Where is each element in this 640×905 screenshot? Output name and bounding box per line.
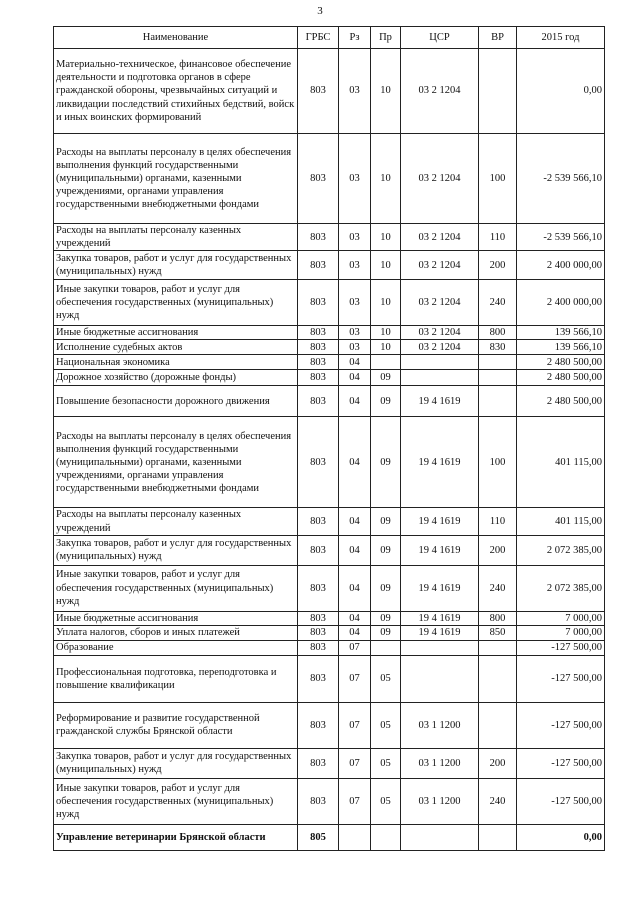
table-row xyxy=(54,508,605,535)
cell-rz: 03 xyxy=(339,280,371,326)
table-row xyxy=(54,340,605,355)
cell-rz xyxy=(339,824,371,850)
header-amount: 2015 год xyxy=(517,27,605,49)
table-row xyxy=(54,625,605,640)
cell-name: Расходы на выплаты персоналу в целях обеспечения выполнения функций государственными (муниципальными) органами, казенными учреждениями, органами управления государственными внебюджетными фондами xyxy=(54,417,298,508)
cell-grbs: 805 xyxy=(298,824,339,850)
cell-name: Дорожное хозяйство (дорожные фонды) xyxy=(54,370,298,386)
header-grbs: ГРБС xyxy=(298,27,339,49)
table-row xyxy=(54,748,605,778)
cell-vr xyxy=(479,824,517,850)
table-row xyxy=(54,611,605,625)
cell-csr: 19 4 1619 xyxy=(401,417,479,508)
table-row xyxy=(54,134,605,224)
cell-pr: 09 xyxy=(371,565,401,611)
cell-grbs: 803 xyxy=(298,778,339,824)
cell-grbs: 803 xyxy=(298,655,339,702)
cell-rz: 03 xyxy=(339,251,371,280)
header-csr: ЦСР xyxy=(401,27,479,49)
cell-pr: 10 xyxy=(371,326,401,340)
table-row xyxy=(54,702,605,748)
cell-csr: 19 4 1619 xyxy=(401,508,479,535)
cell-pr: 10 xyxy=(371,49,401,134)
cell-name: Управление ветеринарии Брянской области xyxy=(54,824,298,850)
cell-vr: 800 xyxy=(479,326,517,340)
cell-csr xyxy=(401,640,479,655)
cell-amount: -2 539 566,10 xyxy=(517,224,605,251)
cell-rz: 04 xyxy=(339,355,371,370)
cell-vr: 110 xyxy=(479,508,517,535)
cell-name: Закупка товаров, работ и услуг для государственных (муниципальных) нужд xyxy=(54,748,298,778)
cell-amount: -127 500,00 xyxy=(517,640,605,655)
cell-pr: 05 xyxy=(371,748,401,778)
cell-grbs: 803 xyxy=(298,417,339,508)
cell-vr: 850 xyxy=(479,625,517,640)
cell-pr: 10 xyxy=(371,134,401,224)
cell-name: Иные бюджетные ассигнования xyxy=(54,326,298,340)
cell-grbs: 803 xyxy=(298,134,339,224)
cell-pr: 10 xyxy=(371,340,401,355)
cell-rz: 04 xyxy=(339,565,371,611)
cell-vr: 830 xyxy=(479,340,517,355)
cell-rz: 07 xyxy=(339,655,371,702)
cell-grbs: 803 xyxy=(298,370,339,386)
cell-csr xyxy=(401,824,479,850)
cell-amount: 2 072 385,00 xyxy=(517,535,605,565)
cell-vr: 200 xyxy=(479,251,517,280)
cell-csr: 03 1 1200 xyxy=(401,748,479,778)
cell-vr: 240 xyxy=(479,565,517,611)
table-row xyxy=(54,280,605,326)
cell-pr: 09 xyxy=(371,417,401,508)
budget-table xyxy=(53,26,605,851)
table-row xyxy=(54,778,605,824)
cell-csr: 03 2 1204 xyxy=(401,280,479,326)
cell-pr: 09 xyxy=(371,386,401,417)
table-header-row xyxy=(54,27,605,49)
cell-name: Закупка товаров, работ и услуг для государственных (муниципальных) нужд xyxy=(54,535,298,565)
cell-pr: 09 xyxy=(371,370,401,386)
cell-rz: 04 xyxy=(339,417,371,508)
cell-rz: 04 xyxy=(339,611,371,625)
cell-pr xyxy=(371,355,401,370)
cell-rz: 07 xyxy=(339,702,371,748)
cell-vr xyxy=(479,355,517,370)
cell-amount: 2 072 385,00 xyxy=(517,565,605,611)
cell-rz: 04 xyxy=(339,625,371,640)
cell-amount: -2 539 566,10 xyxy=(517,134,605,224)
cell-rz: 07 xyxy=(339,748,371,778)
cell-grbs: 803 xyxy=(298,508,339,535)
cell-vr: 800 xyxy=(479,611,517,625)
cell-amount: 2 400 000,00 xyxy=(517,280,605,326)
cell-vr: 240 xyxy=(479,778,517,824)
cell-pr: 10 xyxy=(371,280,401,326)
cell-name: Иные закупки товаров, работ и услуг для обеспечения государственных (муниципальных) нужд xyxy=(54,778,298,824)
table-row xyxy=(54,655,605,702)
cell-amount: 2 480 500,00 xyxy=(517,355,605,370)
cell-rz: 07 xyxy=(339,640,371,655)
cell-vr xyxy=(479,370,517,386)
header-rz: Рз xyxy=(339,27,371,49)
cell-vr: 200 xyxy=(479,535,517,565)
table-row xyxy=(54,640,605,655)
cell-amount: -127 500,00 xyxy=(517,748,605,778)
cell-name: Уплата налогов, сборов и иных платежей xyxy=(54,625,298,640)
cell-amount: 139 566,10 xyxy=(517,340,605,355)
cell-csr xyxy=(401,370,479,386)
cell-rz: 03 xyxy=(339,49,371,134)
table-row xyxy=(54,386,605,417)
cell-rz: 03 xyxy=(339,224,371,251)
cell-csr: 19 4 1619 xyxy=(401,386,479,417)
cell-name: Расходы на выплаты персоналу казенных учреждений xyxy=(54,224,298,251)
cell-name: Иные бюджетные ассигнования xyxy=(54,611,298,625)
cell-name: Профессиональная подготовка, переподготовка и повышение квалификации xyxy=(54,655,298,702)
cell-pr xyxy=(371,640,401,655)
cell-name: Расходы на выплаты персоналу в целях обеспечения выполнения функций государственными (муниципальными) органами, казенными учреждениями, органами управления государственными внебюджетными фондами xyxy=(54,134,298,224)
cell-grbs: 803 xyxy=(298,280,339,326)
cell-vr xyxy=(479,49,517,134)
table-row xyxy=(54,355,605,370)
cell-name: Иные закупки товаров, работ и услуг для обеспечения государственных (муниципальных) нужд xyxy=(54,280,298,326)
cell-name: Национальная экономика xyxy=(54,355,298,370)
cell-amount: 401 115,00 xyxy=(517,508,605,535)
cell-name: Исполнение судебных актов xyxy=(54,340,298,355)
cell-rz: 03 xyxy=(339,326,371,340)
cell-amount: 7 000,00 xyxy=(517,611,605,625)
cell-amount: 401 115,00 xyxy=(517,417,605,508)
cell-grbs: 803 xyxy=(298,386,339,417)
cell-name: Расходы на выплаты персоналу казенных учреждений xyxy=(54,508,298,535)
table-row xyxy=(54,824,605,850)
cell-grbs: 803 xyxy=(298,49,339,134)
cell-grbs: 803 xyxy=(298,326,339,340)
cell-vr xyxy=(479,640,517,655)
cell-rz: 04 xyxy=(339,508,371,535)
cell-amount: -127 500,00 xyxy=(517,655,605,702)
cell-rz: 04 xyxy=(339,386,371,417)
cell-amount: 0,00 xyxy=(517,49,605,134)
cell-csr: 03 1 1200 xyxy=(401,778,479,824)
header-pr: Пр xyxy=(371,27,401,49)
table-row xyxy=(54,370,605,386)
cell-vr xyxy=(479,702,517,748)
page-number: 3 xyxy=(317,5,323,17)
table-row xyxy=(54,251,605,280)
cell-amount: 2 400 000,00 xyxy=(517,251,605,280)
cell-csr: 03 2 1204 xyxy=(401,251,479,280)
cell-csr: 19 4 1619 xyxy=(401,565,479,611)
cell-amount: 0,00 xyxy=(517,824,605,850)
table-row xyxy=(54,417,605,508)
cell-pr: 05 xyxy=(371,778,401,824)
cell-name: Иные закупки товаров, работ и услуг для обеспечения государственных (муниципальных) нужд xyxy=(54,565,298,611)
cell-grbs: 803 xyxy=(298,702,339,748)
cell-vr: 100 xyxy=(479,417,517,508)
cell-vr: 100 xyxy=(479,134,517,224)
cell-grbs: 803 xyxy=(298,625,339,640)
cell-name: Образование xyxy=(54,640,298,655)
cell-grbs: 803 xyxy=(298,224,339,251)
cell-amount: -127 500,00 xyxy=(517,702,605,748)
cell-pr: 10 xyxy=(371,251,401,280)
cell-vr: 240 xyxy=(479,280,517,326)
cell-amount: 2 480 500,00 xyxy=(517,386,605,417)
cell-amount: 7 000,00 xyxy=(517,625,605,640)
table-row xyxy=(54,565,605,611)
table-row xyxy=(54,224,605,251)
cell-rz: 07 xyxy=(339,778,371,824)
table-row xyxy=(54,326,605,340)
cell-pr: 09 xyxy=(371,611,401,625)
cell-csr: 03 2 1204 xyxy=(401,49,479,134)
cell-pr: 09 xyxy=(371,535,401,565)
cell-csr: 03 2 1204 xyxy=(401,224,479,251)
cell-pr: 09 xyxy=(371,508,401,535)
cell-pr: 09 xyxy=(371,625,401,640)
cell-pr: 10 xyxy=(371,224,401,251)
header-vr: ВР xyxy=(479,27,517,49)
cell-rz: 03 xyxy=(339,134,371,224)
cell-csr: 03 2 1204 xyxy=(401,326,479,340)
cell-vr xyxy=(479,655,517,702)
cell-grbs: 803 xyxy=(298,251,339,280)
header-name: Наименование xyxy=(54,27,298,49)
cell-amount: -127 500,00 xyxy=(517,778,605,824)
cell-rz: 04 xyxy=(339,370,371,386)
cell-csr xyxy=(401,355,479,370)
cell-pr xyxy=(371,824,401,850)
table-row xyxy=(54,535,605,565)
cell-grbs: 803 xyxy=(298,535,339,565)
cell-csr xyxy=(401,655,479,702)
cell-name: Реформирование и развитие государственной гражданской службы Брянской области xyxy=(54,702,298,748)
table-row xyxy=(54,49,605,134)
cell-grbs: 803 xyxy=(298,611,339,625)
cell-grbs: 803 xyxy=(298,640,339,655)
cell-name: Материально-техническое, финансовое обеспечение деятельности и подготовка органов в сфере гражданской обороны, чрезвычайных ситуаций и ликвидации последствий стихийных бедствий, войск и иных воинских формирований xyxy=(54,49,298,134)
cell-csr: 19 4 1619 xyxy=(401,611,479,625)
cell-amount: 139 566,10 xyxy=(517,326,605,340)
cell-rz: 03 xyxy=(339,340,371,355)
cell-csr: 03 2 1204 xyxy=(401,340,479,355)
cell-rz: 04 xyxy=(339,535,371,565)
cell-grbs: 803 xyxy=(298,340,339,355)
cell-grbs: 803 xyxy=(298,565,339,611)
cell-pr: 05 xyxy=(371,702,401,748)
cell-csr: 03 1 1200 xyxy=(401,702,479,748)
cell-pr: 05 xyxy=(371,655,401,702)
cell-name: Повышение безопасности дорожного движения xyxy=(54,386,298,417)
cell-csr: 19 4 1619 xyxy=(401,535,479,565)
cell-amount: 2 480 500,00 xyxy=(517,370,605,386)
cell-grbs: 803 xyxy=(298,748,339,778)
cell-vr xyxy=(479,386,517,417)
cell-vr: 200 xyxy=(479,748,517,778)
cell-vr: 110 xyxy=(479,224,517,251)
cell-name: Закупка товаров, работ и услуг для государственных (муниципальных) нужд xyxy=(54,251,298,280)
cell-csr: 19 4 1619 xyxy=(401,625,479,640)
cell-csr: 03 2 1204 xyxy=(401,134,479,224)
cell-grbs: 803 xyxy=(298,355,339,370)
